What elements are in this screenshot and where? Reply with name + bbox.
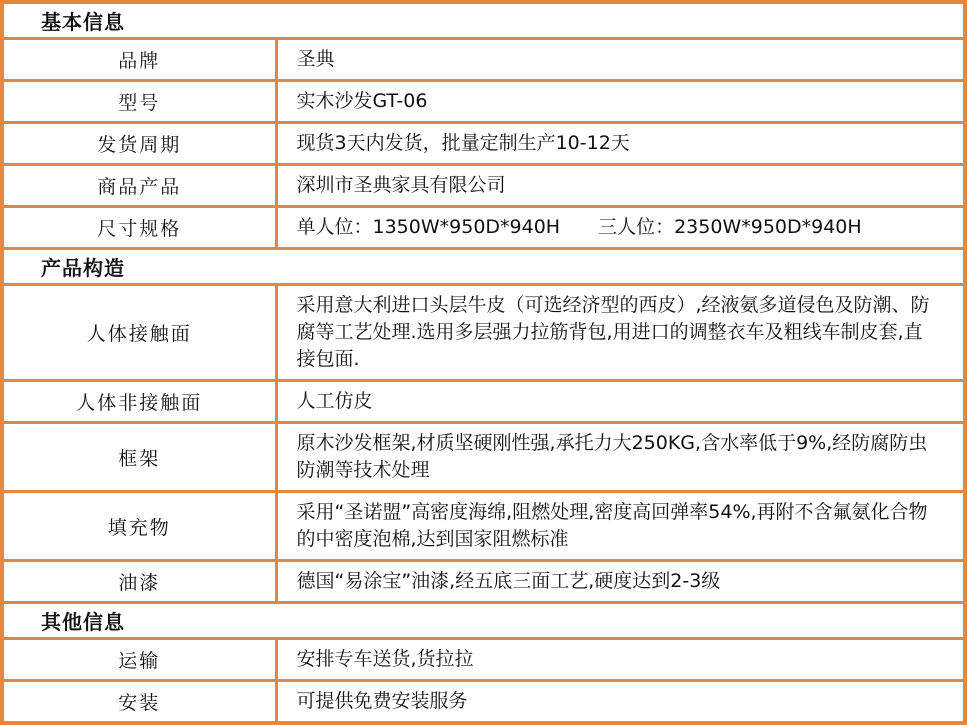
spec-value-delivery-cycle: 现货3天内发货，批量定制生产10-12天 xyxy=(276,123,965,165)
table-row xyxy=(2,381,965,423)
spec-label-brand: 品牌 xyxy=(2,39,276,81)
table-row xyxy=(2,39,965,81)
spec-label-shipping: 运输 xyxy=(2,639,276,681)
table-row xyxy=(2,123,965,165)
table-row xyxy=(2,639,965,681)
spec-value-contact-surface: 采用意大利进口头层牛皮（可选经济型的西皮）,经液氨多道侵色及防潮、防腐等工艺处理.选用多层强力拉筋背包,用进口的调整衣车及粗线车制皮套,直接包面. xyxy=(276,285,965,381)
spec-label-contact-surface: 人体接触面 xyxy=(2,285,276,381)
spec-label-installation: 安装 xyxy=(2,681,276,724)
spec-label-manufacturer: 商品产品 xyxy=(2,165,276,207)
spec-value-paint: 德国“易涂宝”油漆,经五底三面工艺,硬度达到2-3级 xyxy=(276,561,965,603)
spec-value-frame: 原木沙发框架,材质坚硬刚性强,承托力大250KG,含水率低于9%,经防腐防虫防潮等技术处理 xyxy=(276,423,965,492)
table-row xyxy=(2,165,965,207)
spec-label-filling: 填充物 xyxy=(2,492,276,561)
section-basic-info xyxy=(2,2,965,39)
spec-value-manufacturer: 深圳市圣典家具有限公司 xyxy=(276,165,965,207)
spec-value-model: 实木沙发GT-06 xyxy=(276,81,965,123)
spec-label-delivery-cycle: 发货周期 xyxy=(2,123,276,165)
section-header-construction: 产品构造 xyxy=(2,249,965,285)
table-row xyxy=(2,561,965,603)
spec-label-paint: 油漆 xyxy=(2,561,276,603)
spec-value-filling: 采用“圣诺盟”高密度海绵,阻燃处理,密度高回弹率54%,再附不含氟氨化合物的中密度泡棉,达到国家阻燃标准 xyxy=(276,492,965,561)
section-header-basic-info: 基本信息 xyxy=(2,2,965,39)
table-row xyxy=(2,423,965,492)
spec-label-model: 型号 xyxy=(2,81,276,123)
spec-value-brand: 圣典 xyxy=(276,39,965,81)
table-row xyxy=(2,81,965,123)
spec-label-frame: 框架 xyxy=(2,423,276,492)
spec-value-installation: 可提供免费安装服务 xyxy=(276,681,965,724)
spec-value-shipping: 安排专车送货,货拉拉 xyxy=(276,639,965,681)
spec-value-non-contact-surface: 人工仿皮 xyxy=(276,381,965,423)
spec-value-dimensions: 单人位：1350W*950D*940H 三人位：2350W*950D*940H xyxy=(276,207,965,249)
table-row xyxy=(2,207,965,249)
section-other-info xyxy=(2,603,965,639)
spec-label-non-contact-surface: 人体非接触面 xyxy=(2,381,276,423)
section-header-other-info: 其他信息 xyxy=(2,603,965,639)
spec-label-dimensions: 尺寸规格 xyxy=(2,207,276,249)
section-construction xyxy=(2,249,965,285)
table-row xyxy=(2,492,965,561)
table-row xyxy=(2,681,965,724)
table-row xyxy=(2,285,965,381)
